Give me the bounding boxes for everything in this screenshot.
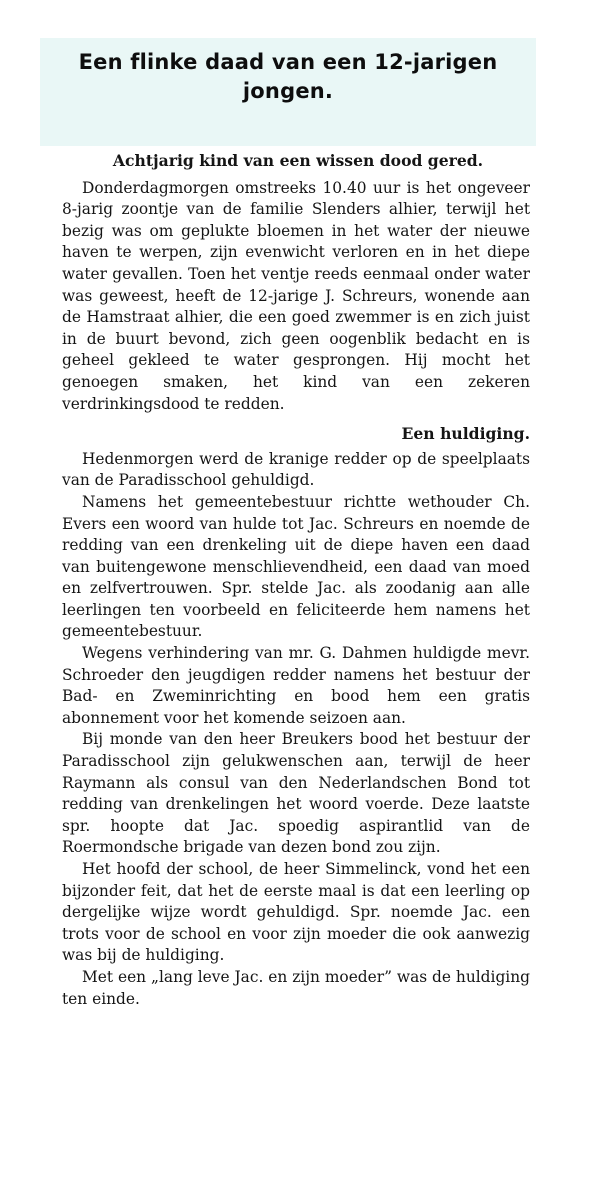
paragraph-closing: Met een „lang leve Jac. en zijn moeder” was de huldiging ten einde.	[62, 967, 530, 1008]
headline-box	[40, 38, 536, 146]
paragraph-tribute-intro: Hedenmorgen werd de kranige redder op de speelplaats van de Paradisschool gehuldigd.	[62, 449, 530, 490]
paragraph-school-board: Bij monde van den heer Breukers bood het bestuur der Paradisschool zijn gelukwenschen aan, terwijl de heer Raymann als consul van den Nederlandschen Bond tot redding van drenkelingen het woord voerde. Deze laatste spr. hoopte dat Jac. spoedig aspirantlid van de Roermondsche brigade van dezen bond zou zijn.	[62, 730, 530, 857]
article-body	[62, 150, 530, 1010]
subheading-tribute: Een huldiging.	[401, 424, 530, 444]
paragraph-headmaster: Het hoofd der school, de heer Simmelinck, vond het een bijzonder feit, dat het de eerste maal is dat een leerling op dergelijke wijze wordt gehuldigd. Spr. noemde Jac. een trots voor de school en voor zijn moeder die ook aanwezig was bij de huldiging.	[62, 860, 530, 965]
headline: Een flinke daad van een 12-jarigen jongen.	[78, 50, 498, 103]
paragraph-swimming-pool-gift: Wegens verhindering van mr. G. Dahmen huldigde mevr. Schroeder den jeugdigen redder namens het bestuur der Bad- en Zweminrichting en bood hem een gratis abonnement voor het komende seizoen aan.	[62, 644, 530, 727]
paragraph-rescue-report: Donderdagmorgen omstreeks 10.40 uur is het ongeveer 8-jarig zoontje van de familie Slenders alhier, terwijl het bezig was om geplukte bloemen in het water der nieuwe haven te werpen, zijn evenwicht verloren en in het diepe water gevallen. Toen het ventje reeds eenmaal onder water was geweest, heeft de 12-jarige J. Schreurs, wonende aan de Hamstraat alhier, die een goed zwemmer is en zich juist in de buurt bevond, zich geen oogenblik bedacht en is geheel gekleed te water gesprongen. Hij mocht het genoegen smaken, het kind van een zekeren verdrinkingsdood te redden.	[62, 178, 530, 413]
subheading-rescue: Achtjarig kind van een wissen dood gered.	[112, 151, 484, 170]
paragraph-alderman-speech: Namens het gemeentebestuur richtte wethouder Ch. Evers een woord van hulde tot Jac. Schreurs en noemde de redding van een drenkeling uit de diepe haven een daad van buitengewone menschlievendheid, een daad van moed en zelfvertrouwen. Spr. stelde Jac. als zoodanig aan alle leerlingen ten voorbeeld en feliciteerde hem namens het gemeentebestuur.	[62, 492, 530, 641]
